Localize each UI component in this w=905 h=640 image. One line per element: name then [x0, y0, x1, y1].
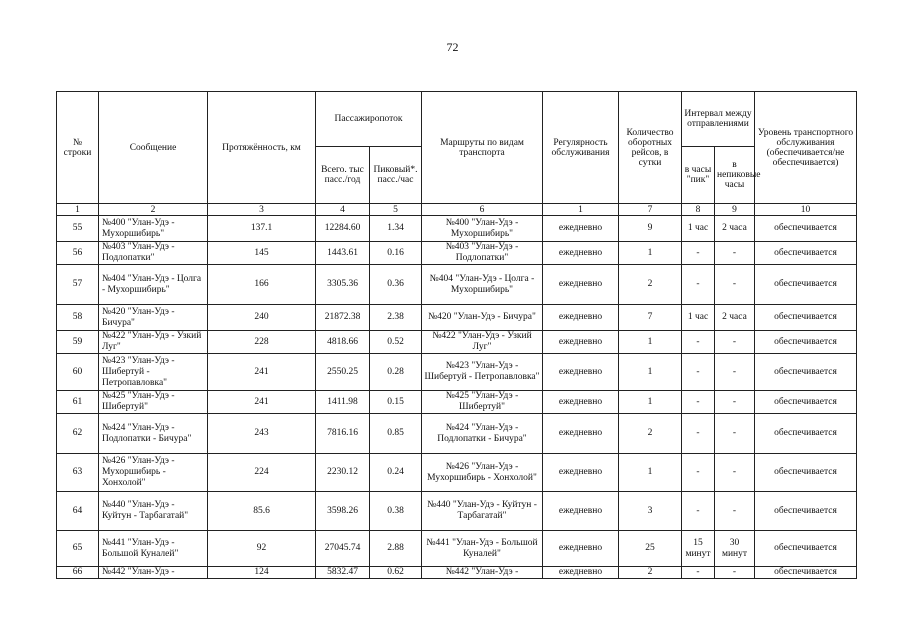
cell-interval-peak: - [682, 242, 715, 265]
cell-service-level: обеспечивается [755, 567, 857, 579]
cell-peak: 0.52 [370, 331, 422, 354]
cell-route: №400 "Улан-Удэ - Мухоршибирь" [422, 216, 543, 242]
cell-regularity: ежедневно [543, 331, 619, 354]
cell-row-no: 64 [57, 492, 99, 531]
cell-length: 92 [208, 531, 316, 567]
cell-peak: 2.88 [370, 531, 422, 567]
cell-trips: 3 [619, 492, 682, 531]
cell-message: №441 "Улан-Удэ - Большой Куналей" [99, 531, 208, 567]
cell-interval-offpeak: - [715, 454, 755, 492]
cell-message: №424 "Улан-Удэ - Подлопатки - Бичура" [99, 414, 208, 454]
cell-total: 1443.61 [316, 242, 370, 265]
cell-length: 145 [208, 242, 316, 265]
table-row [57, 567, 857, 579]
cell-regularity: ежедневно [543, 567, 619, 579]
cell-message: №442 "Улан-Удэ - [99, 567, 208, 579]
cell-route: №442 "Улан-Удэ - [422, 567, 543, 579]
cell-row-no: 56 [57, 242, 99, 265]
cell-regularity: ежедневно [543, 354, 619, 391]
cell-route: №426 "Улан-Удэ - Мухоршибирь - Хонхолой" [422, 454, 543, 492]
cell-service-level: обеспечивается [755, 331, 857, 354]
table-row [57, 531, 857, 567]
cell-row-no: 58 [57, 305, 99, 331]
cell-regularity: ежедневно [543, 265, 619, 305]
cell-route: №403 "Улан-Удэ - Подлопатки" [422, 242, 543, 265]
header-offpeak-hours: в непиковые часы [715, 147, 755, 204]
cell-peak: 2.38 [370, 305, 422, 331]
cell-trips: 25 [619, 531, 682, 567]
cell-interval-peak: - [682, 331, 715, 354]
cell-message: №425 "Улан-Удэ - Шибертуй" [99, 391, 208, 414]
cell-interval-offpeak: - [715, 265, 755, 305]
cell-length: 85.6 [208, 492, 316, 531]
cell-length: 124 [208, 567, 316, 579]
cell-total: 7816.16 [316, 414, 370, 454]
table-row [57, 242, 857, 265]
table-row [57, 492, 857, 531]
header-passenger-flow: Пассажиропоток [316, 92, 422, 147]
cell-total: 21872.38 [316, 305, 370, 331]
cell-regularity: ежедневно [543, 531, 619, 567]
cell-row-no: 61 [57, 391, 99, 414]
header-regularity: Регулярность обслуживания [543, 92, 619, 204]
cell-service-level: обеспечивается [755, 492, 857, 531]
header-trips: Количество оборотных рейсов, в сутки [619, 92, 682, 204]
cell-row-no: 63 [57, 454, 99, 492]
table-row [57, 305, 857, 331]
cell-route: №441 "Улан-Удэ - Большой Куналей" [422, 531, 543, 567]
cell-trips: 7 [619, 305, 682, 331]
cell-route: №440 "Улан-Удэ - Куйтун - Тарбагатай" [422, 492, 543, 531]
cell-route: №424 "Улан-Удэ - Подлопатки - Бичура" [422, 414, 543, 454]
cell-peak: 0.62 [370, 567, 422, 579]
cell-regularity: ежедневно [543, 391, 619, 414]
header-peak: Пиковый*. пасс./час [370, 147, 422, 204]
header-row-no: № строки [57, 92, 99, 204]
cell-row-no: 55 [57, 216, 99, 242]
cell-interval-peak: 15 минут [682, 531, 715, 567]
routes-table [56, 91, 857, 579]
column-number: 3 [208, 204, 316, 216]
table-row [57, 216, 857, 242]
cell-interval-offpeak: - [715, 331, 755, 354]
header-routes: Маршруты по видам транспорта [422, 92, 543, 204]
cell-total: 1411.98 [316, 391, 370, 414]
cell-length: 243 [208, 414, 316, 454]
header-service-level: Уровень транспортного обслуживания (обеспечивается/не обеспечивается) [755, 92, 857, 204]
cell-peak: 0.24 [370, 454, 422, 492]
cell-interval-peak: 1 час [682, 216, 715, 242]
cell-service-level: обеспечивается [755, 216, 857, 242]
cell-interval-offpeak: - [715, 567, 755, 579]
header-interval: Интервал между отправлениями [682, 92, 755, 147]
cell-total: 3305.36 [316, 265, 370, 305]
cell-route: №422 "Улан-Удэ - Узкий Луг" [422, 331, 543, 354]
cell-total: 2230.12 [316, 454, 370, 492]
cell-length: 240 [208, 305, 316, 331]
column-number-row [57, 204, 857, 216]
cell-service-level: обеспечивается [755, 354, 857, 391]
cell-regularity: ежедневно [543, 242, 619, 265]
cell-message: №420 "Улан-Удэ - Бичура" [99, 305, 208, 331]
cell-length: 166 [208, 265, 316, 305]
table-row [57, 391, 857, 414]
cell-interval-offpeak: 30 минут [715, 531, 755, 567]
cell-total: 4818.66 [316, 331, 370, 354]
cell-regularity: ежедневно [543, 492, 619, 531]
cell-interval-peak: - [682, 414, 715, 454]
cell-row-no: 65 [57, 531, 99, 567]
cell-route: №420 "Улан-Удэ - Бичура" [422, 305, 543, 331]
cell-total: 12284.60 [316, 216, 370, 242]
table-row [57, 331, 857, 354]
column-number: 6 [422, 204, 543, 216]
cell-trips: 1 [619, 391, 682, 414]
cell-route: №425 "Улан-Удэ - Шибертуй" [422, 391, 543, 414]
cell-regularity: ежедневно [543, 414, 619, 454]
cell-interval-offpeak: - [715, 242, 755, 265]
cell-interval-peak: - [682, 354, 715, 391]
column-number: 1 [543, 204, 619, 216]
page-number: 72 [446, 40, 459, 54]
cell-message: №400 "Улан-Удэ - Мухоршибирь" [99, 216, 208, 242]
cell-length: 228 [208, 331, 316, 354]
cell-trips: 1 [619, 354, 682, 391]
cell-trips: 1 [619, 454, 682, 492]
cell-route: №404 "Улан-Удэ - Цолга - Мухоршибирь" [422, 265, 543, 305]
cell-trips: 2 [619, 414, 682, 454]
cell-interval-peak: - [682, 454, 715, 492]
cell-regularity: ежедневно [543, 454, 619, 492]
cell-length: 224 [208, 454, 316, 492]
cell-interval-peak: - [682, 265, 715, 305]
cell-trips: 1 [619, 242, 682, 265]
column-number: 9 [715, 204, 755, 216]
cell-row-no: 62 [57, 414, 99, 454]
table-row [57, 414, 857, 454]
cell-peak: 0.28 [370, 354, 422, 391]
cell-row-no: 59 [57, 331, 99, 354]
header-message: Сообщение [99, 92, 208, 204]
table-row [57, 454, 857, 492]
cell-service-level: обеспечивается [755, 242, 857, 265]
cell-row-no: 57 [57, 265, 99, 305]
cell-message: №404 "Улан-Удэ - Цолга - Мухоршибирь" [99, 265, 208, 305]
table-row [57, 265, 857, 305]
cell-service-level: обеспечивается [755, 265, 857, 305]
column-number: 10 [755, 204, 857, 216]
cell-message: №423 "Улан-Удэ - Шибертуй - Петропавловка" [99, 354, 208, 391]
cell-peak: 0.15 [370, 391, 422, 414]
cell-interval-offpeak: - [715, 391, 755, 414]
cell-total: 3598.26 [316, 492, 370, 531]
cell-trips: 9 [619, 216, 682, 242]
table-row [57, 354, 857, 391]
column-number: 7 [619, 204, 682, 216]
cell-service-level: обеспечивается [755, 305, 857, 331]
cell-route: №423 "Улан-Удэ - Шибертуй - Петропавловка" [422, 354, 543, 391]
cell-service-level: обеспечивается [755, 454, 857, 492]
cell-peak: 0.36 [370, 265, 422, 305]
cell-row-no: 60 [57, 354, 99, 391]
cell-message: №426 "Улан-Удэ - Мухоршибирь - Хонхолой" [99, 454, 208, 492]
table-header [57, 92, 857, 216]
cell-interval-offpeak: - [715, 492, 755, 531]
header-length: Протяжённость, км [208, 92, 316, 204]
cell-service-level: обеспечивается [755, 391, 857, 414]
cell-peak: 0.38 [370, 492, 422, 531]
cell-service-level: обеспечивается [755, 414, 857, 454]
cell-message: №422 "Улан-Удэ - Узкий Луг" [99, 331, 208, 354]
column-number: 2 [99, 204, 208, 216]
cell-total: 27045.74 [316, 531, 370, 567]
cell-interval-offpeak: - [715, 414, 755, 454]
cell-length: 137.1 [208, 216, 316, 242]
column-number: 5 [370, 204, 422, 216]
cell-interval-offpeak: - [715, 354, 755, 391]
column-number: 8 [682, 204, 715, 216]
cell-regularity: ежедневно [543, 216, 619, 242]
cell-message: №403 "Улан-Удэ - Подлопатки" [99, 242, 208, 265]
cell-message: №440 "Улан-Удэ - Куйтун - Тарбагатай" [99, 492, 208, 531]
cell-row-no: 66 [57, 567, 99, 579]
cell-service-level: обеспечивается [755, 531, 857, 567]
cell-total: 2550.25 [316, 354, 370, 391]
cell-total: 5832.47 [316, 567, 370, 579]
column-number: 4 [316, 204, 370, 216]
header-total: Всего. тыс пасс./год [316, 147, 370, 204]
cell-interval-peak: - [682, 492, 715, 531]
cell-length: 241 [208, 391, 316, 414]
cell-trips: 1 [619, 331, 682, 354]
cell-interval-peak: - [682, 567, 715, 579]
cell-interval-offpeak: 2 часа [715, 216, 755, 242]
cell-peak: 0.16 [370, 242, 422, 265]
cell-interval-peak: - [682, 391, 715, 414]
column-number: 1 [57, 204, 99, 216]
cell-trips: 2 [619, 265, 682, 305]
cell-interval-offpeak: 2 часа [715, 305, 755, 331]
cell-interval-peak: 1 час [682, 305, 715, 331]
cell-peak: 1.34 [370, 216, 422, 242]
cell-regularity: ежедневно [543, 305, 619, 331]
cell-peak: 0.85 [370, 414, 422, 454]
header-peak-hours: в часы "пик" [682, 147, 715, 204]
cell-length: 241 [208, 354, 316, 391]
cell-trips: 2 [619, 567, 682, 579]
